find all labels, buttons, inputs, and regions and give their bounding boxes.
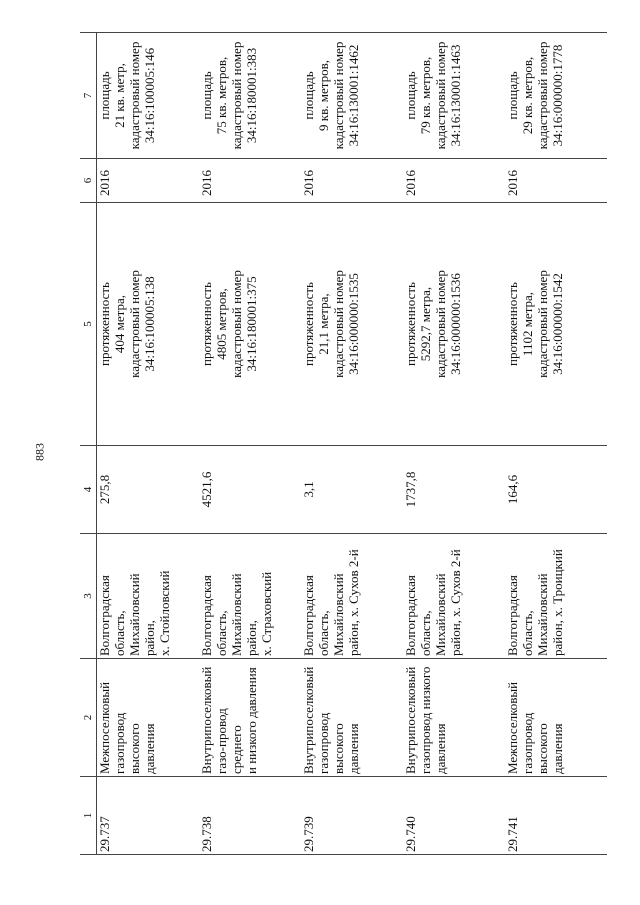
object-location-line: Михайловский <box>127 573 142 656</box>
object-location-line: район, х. Троицкий <box>550 549 565 656</box>
object-location-line: х. Страховский <box>259 571 274 656</box>
object-length-line: кадастровый номер <box>229 270 244 378</box>
object-location-line: область, <box>316 610 331 656</box>
page-number: 883 <box>32 443 47 461</box>
object-area-line: кадастровый номер <box>127 41 142 150</box>
object-length-line: 1102 метра, <box>520 291 535 357</box>
object-location <box>301 534 403 659</box>
object-location-line: Волгоградская <box>199 575 214 656</box>
object-length-line: протяженность <box>403 282 418 366</box>
object-name-line: давления <box>550 723 565 774</box>
object-name-line: газопровод низкого <box>418 666 433 774</box>
object-location-line: Михайловский <box>331 573 346 656</box>
object-length-line: 34:16:000000:1542 <box>550 273 565 375</box>
object-name <box>403 659 505 777</box>
column-header: 5 <box>80 203 97 446</box>
object-length-line: протяженность <box>505 282 520 366</box>
object-area <box>301 33 403 159</box>
object-area-line: площадь <box>505 71 520 120</box>
object-area-line: площадь <box>97 71 112 120</box>
object-area-line: кадастровый номер <box>331 41 346 150</box>
object-location-line: х. Стойловский <box>157 570 172 656</box>
column-header: 2 <box>80 659 97 777</box>
object-area-line: площадь <box>403 71 418 120</box>
object-length-line: 21,1 метра, <box>316 293 331 355</box>
object-year: 2016 <box>301 159 403 203</box>
object-location-line: Михайловский <box>433 573 448 656</box>
object-length-line: 34:16:100005:138 <box>142 276 157 372</box>
object-length-line: 34:16:000000:1535 <box>346 273 361 375</box>
object-location-line: Волгоградская <box>301 575 316 656</box>
object-area-line: кадастровый номер <box>433 41 448 150</box>
registry-table <box>80 32 607 855</box>
object-location-line: Михайловский <box>229 573 244 656</box>
object-name-line: давления <box>346 723 361 774</box>
table-row <box>505 33 607 855</box>
column-header: 1 <box>80 777 97 855</box>
column-header: 4 <box>80 446 97 534</box>
object-name-line: газопровод высокого <box>112 712 142 774</box>
object-area-line: 75 кв. метров, <box>214 56 229 135</box>
object-name-line: давления <box>142 723 157 774</box>
object-name <box>505 659 607 777</box>
object-length <box>199 203 301 446</box>
object-area <box>199 33 301 159</box>
object-name-line: Межпоселковый <box>97 681 112 774</box>
object-length-line: 34:16:000000:1536 <box>448 273 463 375</box>
object-name <box>97 659 200 777</box>
object-length <box>97 203 200 446</box>
object-value: 1737,8 <box>403 446 505 534</box>
object-name-line: Межпоселковый <box>505 681 520 774</box>
object-length-line: 4805 метров, <box>214 288 229 360</box>
object-name <box>301 659 403 777</box>
column-number-header <box>80 33 97 855</box>
table-row <box>199 33 301 855</box>
table-row <box>97 33 200 855</box>
object-year: 2016 <box>199 159 301 203</box>
object-location-line: область, <box>214 610 229 656</box>
object-area-line: площадь <box>301 71 316 120</box>
object-year: 2016 <box>97 159 200 203</box>
object-length-line: 34:16:180001:375 <box>244 276 259 372</box>
object-length-line: 404 метра, <box>112 294 127 354</box>
object-name-line: и низкого давления <box>244 667 259 774</box>
object-length <box>301 203 403 446</box>
object-length <box>403 203 505 446</box>
object-area <box>97 33 200 159</box>
table-row <box>301 33 403 855</box>
object-location-line: район, <box>244 620 259 656</box>
row-number: 29.737 <box>97 777 200 855</box>
object-name-line: газо-провод среднего <box>214 708 244 774</box>
object-location-line: область, <box>418 610 433 656</box>
object-name-line: газопровод высокого <box>316 712 346 774</box>
object-area-line: 34:16:130001:1462 <box>346 44 361 147</box>
object-value: 4521,6 <box>199 446 301 534</box>
object-length-line: кадастровый номер <box>127 270 142 378</box>
object-location <box>199 534 301 659</box>
object-name <box>199 659 301 777</box>
object-location-line: район, х. Сухов 2-й <box>448 549 463 656</box>
object-area-line: 21 кв. метр, <box>112 63 127 128</box>
object-area-line: 34:16:130001:1463 <box>448 44 463 147</box>
object-area <box>403 33 505 159</box>
object-location-line: Волгоградская <box>403 575 418 656</box>
object-area-line: кадастровый номер <box>535 41 550 150</box>
column-header: 3 <box>80 534 97 659</box>
object-year: 2016 <box>403 159 505 203</box>
object-value: 3,1 <box>301 446 403 534</box>
object-length-line: кадастровый номер <box>331 270 346 378</box>
rotated-table-frame <box>80 33 590 855</box>
object-length-line: протяженность <box>301 282 316 366</box>
object-area-line: 34:16:000000:1778 <box>550 44 565 147</box>
table-row <box>403 33 505 855</box>
row-number: 29.738 <box>199 777 301 855</box>
object-length <box>505 203 607 446</box>
column-header: 6 <box>80 159 97 203</box>
object-value: 275,8 <box>97 446 200 534</box>
object-area-line: 9 кв. метров, <box>316 60 331 131</box>
row-number: 29.739 <box>301 777 403 855</box>
row-number: 29.741 <box>505 777 607 855</box>
object-name-line: Внутрипоселковый <box>199 666 214 774</box>
object-area-line: площадь <box>199 71 214 120</box>
object-area-line: 29 кв. метров, <box>520 56 535 135</box>
object-area-line: кадастровый номер <box>229 41 244 150</box>
object-location-line: район, <box>142 620 157 656</box>
object-location-line: район, х. Сухов 2-й <box>346 549 361 656</box>
object-name-line: Внутрипоселковый <box>403 666 418 774</box>
object-length-line: протяженность <box>199 282 214 366</box>
object-location <box>505 534 607 659</box>
object-area-line: 79 кв. метров, <box>418 56 433 135</box>
object-name-line: Внутрипоселковый <box>301 666 316 774</box>
object-location-line: Волгоградская <box>505 575 520 656</box>
object-area-line: 34:16:180001:383 <box>244 47 259 144</box>
object-length-line: протяженность <box>97 282 112 366</box>
object-year: 2016 <box>505 159 607 203</box>
object-length-line: кадастровый номер <box>433 270 448 378</box>
object-area <box>505 33 607 159</box>
object-location <box>403 534 505 659</box>
object-location-line: Волгоградская <box>97 575 112 656</box>
row-number: 29.740 <box>403 777 505 855</box>
object-length-line: 5292,7 метра, <box>418 286 433 362</box>
object-location <box>97 534 200 659</box>
object-length-line: кадастровый номер <box>535 270 550 378</box>
object-value: 164,6 <box>505 446 607 534</box>
column-header: 7 <box>80 33 97 159</box>
object-location-line: область, <box>520 610 535 656</box>
object-location-line: Михайловский <box>535 573 550 656</box>
object-area-line: 34:16:100005:146 <box>142 47 157 144</box>
object-name-line: газопровод высокого <box>520 712 550 774</box>
object-name-line: давления <box>433 723 448 774</box>
object-location-line: область, <box>112 610 127 656</box>
